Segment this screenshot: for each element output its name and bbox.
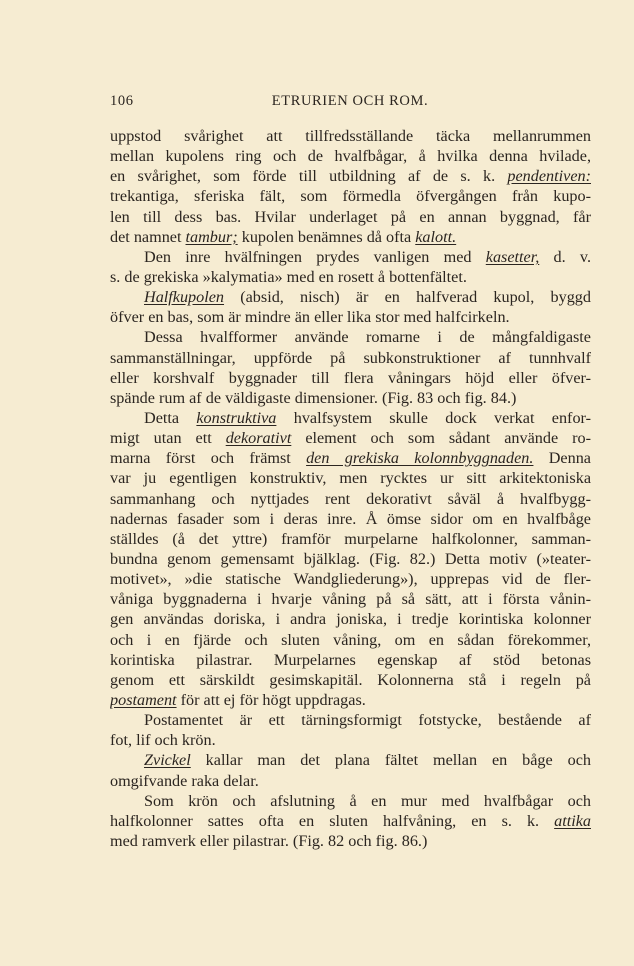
text-line (110, 247, 591, 267)
text-segment: Den inre hvälfningen prydes vanligen med (144, 247, 486, 266)
text-line (110, 166, 591, 186)
text-segment: element och som sådant använde ro- (291, 429, 591, 448)
text-segment: sammanhang och nyttjades rent dekorativt såväl å hvalfbygg- (110, 489, 591, 508)
text-line (110, 670, 591, 690)
text-segment: Dessa hvalfformer använde romarne i de mångfaldigaste (144, 328, 591, 347)
text-segment: (absid, nisch) är en halfverad kupol, byggd (224, 288, 591, 307)
text-line (110, 589, 591, 609)
emphasized-term: Zvickel (144, 751, 191, 770)
text-segment: var ju egentligen konstruktiv, men rycktes ur sitt arkitektoniska (110, 469, 591, 488)
text-segment: en svårighet, som förde till utbildning af de s. k. (110, 167, 508, 186)
text-segment: motivet», »die statische Wandgliederung»), upprepas vid de fler- (110, 570, 591, 589)
text-line (110, 307, 591, 327)
text-segment: s. de grekiska »kalymatia» med en rosett å bottenfältet. (110, 267, 467, 286)
emphasized-term: kasetter, (485, 247, 540, 266)
text-segment: migt utan ett (110, 429, 226, 448)
text-line (110, 126, 591, 146)
text-line (110, 609, 591, 629)
text-segment: med ramverk eller pilastrar. (Fig. 82 och fig. 86.) (110, 831, 428, 850)
text-segment: marna först och främst (110, 449, 307, 468)
running-head (110, 93, 590, 113)
text-line (110, 569, 591, 589)
text-line (110, 509, 591, 529)
text-segment: Detta (144, 408, 197, 427)
text-line (110, 730, 591, 750)
emphasized-term: pendentiven: (507, 167, 591, 186)
text-segment: kupolen benämnes då ofta (237, 227, 416, 246)
text-line (110, 368, 591, 388)
text-segment: trekantiga, sferiska fält, som förmedla öfvergången från kupo- (110, 187, 591, 206)
text-line (110, 287, 591, 307)
emphasized-term: postament (110, 690, 177, 709)
text-line (110, 710, 591, 730)
emphasized-term: tambur; (185, 227, 238, 246)
text-segment: kallar man det plana fältet mellan en båge och (190, 751, 591, 770)
page-number: 106 (110, 93, 134, 109)
text-segment: och i en fjärde och sluten våning, om en sådan förekommer, (110, 630, 591, 649)
text-line (110, 267, 591, 287)
text-line (110, 750, 591, 770)
text-segment: sammanställningar, uppförde på subkonstruktioner af tunnhvalf (110, 348, 591, 367)
text-segment: fot, lif och krön. (110, 731, 216, 750)
text-line (110, 448, 591, 468)
text-segment: korintiska pilastrar. Murpelarnes egenskap af stöd betonas (110, 650, 591, 669)
header-title: ETRURIEN OCH ROM. (271, 93, 429, 109)
text-line (110, 327, 591, 347)
text-segment: uppstod svårighet att tillfredsställande täcka mellanrummen (110, 127, 591, 145)
text-segment: för att ej för högt uppdragas. (176, 690, 366, 709)
text-line (110, 146, 591, 166)
text-line (110, 549, 591, 569)
text-segment: bundna genom gemensamt bjälklag. (Fig. 82.) Detta motiv (»teater- (110, 549, 591, 568)
text-segment: gen användas doriska, i andra joniska, i tredje korintiska kolonner (110, 610, 591, 629)
text-segment: nadernas fasader som i deras inre. Å ömse sidor om en hvalfbåge (110, 509, 591, 528)
text-line (110, 690, 591, 710)
text-segment: våniga byggnaderna i hvarje våning på så sätt, att i första vånin- (110, 590, 591, 609)
text-line (110, 489, 591, 509)
text-line (110, 650, 591, 670)
text-line (110, 811, 591, 831)
text-segment: Denna (533, 449, 591, 468)
text-segment: hvalfsystem skulle dock verkat enfor- (276, 408, 591, 427)
text-segment: genom ett särskildt gesimskapitäl. Kolonnerna stå i regeln på (110, 670, 591, 689)
text-line (110, 186, 591, 206)
emphasized-term: Halfkupolen (144, 288, 225, 307)
text-segment: öfver en bas, som är mindre än eller lika stor med halfcirkeln. (110, 308, 510, 327)
emphasized-term: dekorativt (225, 429, 292, 448)
text-segment: Som krön och afslutning å en mur med hvalfbågar och (144, 791, 591, 810)
emphasized-term: kalott. (415, 227, 457, 246)
text-segment: ställdes (å det yttre) framför murpelarne halfkolonner, samman- (110, 529, 591, 548)
text-line (110, 227, 591, 247)
body-text (110, 126, 591, 851)
text-segment: d. v. (539, 247, 591, 266)
text-segment: det namnet (110, 227, 186, 246)
text-line (110, 207, 591, 227)
text-segment: eller korshvalf byggnader till flera våningars höjd eller öfver- (110, 368, 591, 387)
text-line (110, 529, 591, 549)
text-line (110, 630, 591, 650)
text-segment: len till dess bas. Hvilar underlaget på en annan byggnad, får (110, 207, 591, 226)
emphasized-term: attika (554, 811, 591, 830)
emphasized-term: den grekiska kolonnbyggnaden. (306, 449, 534, 468)
text-line (110, 408, 591, 428)
text-line (110, 771, 591, 791)
text-line (110, 791, 591, 811)
text-segment: Postamentet är ett tärningsformigt fotstycke, bestående af (144, 711, 591, 730)
text-segment: mellan kupolens ring och de hvalfbågar, å hvilka denna hvilade, (110, 147, 591, 166)
text-segment: spände rum af de väldigaste dimensioner. (Fig. 83 och fig. 84.) (110, 388, 517, 407)
text-line (110, 468, 591, 488)
text-line (110, 831, 591, 851)
text-line (110, 388, 591, 408)
text-line (110, 348, 591, 368)
emphasized-term: konstruktiva (196, 408, 277, 427)
text-segment: omgifvande raka delar. (110, 771, 259, 790)
text-segment: halfkolonner sattes ofta en sluten halfvåning, en s. k. (110, 811, 555, 830)
text-line (110, 428, 591, 448)
